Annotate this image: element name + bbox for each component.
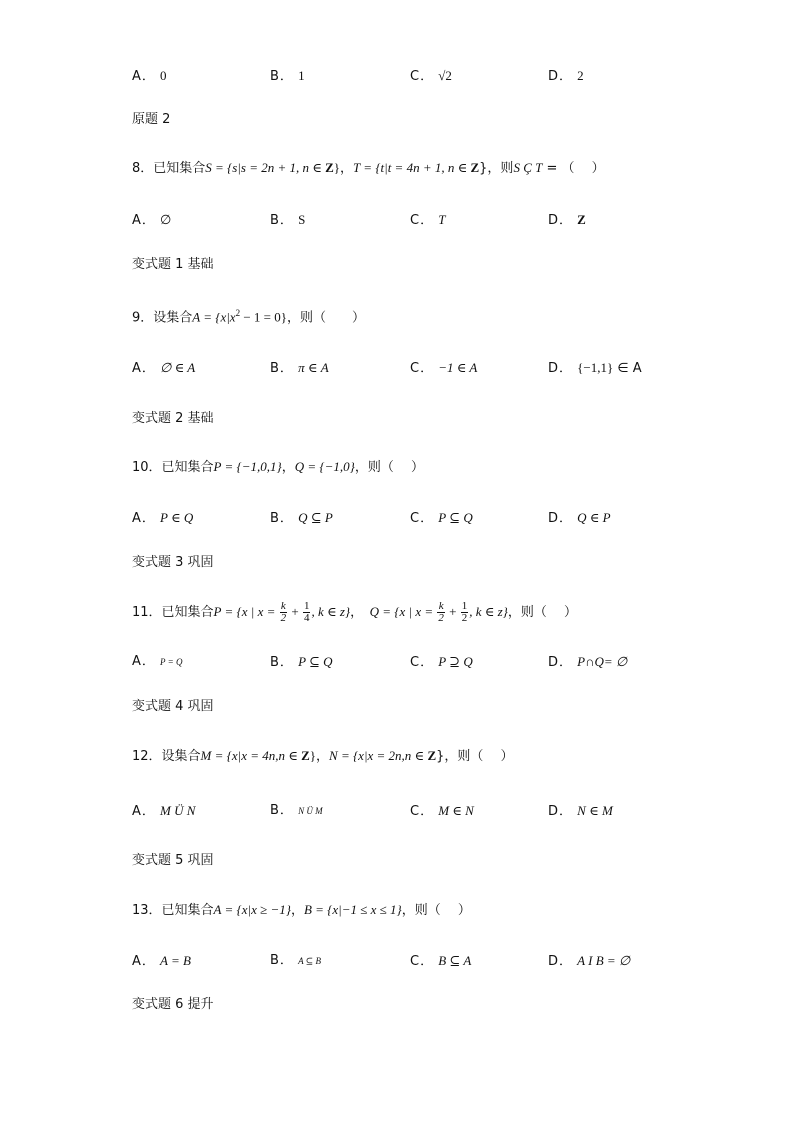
option-d: [548, 210, 586, 231]
set-q-rest: , k ∈ z}: [469, 604, 508, 619]
set-a-rest: − 1 = 0}: [240, 309, 287, 325]
question-12: [132, 746, 514, 767]
numerator: k: [438, 600, 444, 612]
option-b-label: B．: [270, 69, 294, 84]
question-number: 13．已知集合: [132, 903, 214, 918]
option-d: [548, 358, 642, 379]
option-a-label: A．: [132, 361, 156, 376]
set-p-rest: , k ∈ z}: [311, 604, 351, 619]
option-a-label: A．: [132, 69, 156, 84]
fraction: [280, 601, 288, 624]
option-b-label: B．: [270, 361, 294, 376]
option-c-label: C．: [410, 655, 435, 670]
option-d-label: D．: [548, 954, 574, 969]
denominator: 4: [303, 612, 310, 624]
option-d: [548, 66, 584, 87]
option-d: [548, 508, 611, 529]
integers-symbol: Z: [427, 748, 437, 763]
exponent: 2: [235, 308, 241, 318]
option-d-value: N ∈ M: [577, 803, 613, 818]
option-d-value: Z: [577, 212, 586, 227]
section-heading: 变式题 4 巩固: [132, 699, 214, 714]
separator: }，: [333, 160, 354, 175]
option-c: [410, 358, 477, 379]
question-number: 8．已知集合: [132, 161, 206, 176]
option-b-value: π ∈ A: [298, 360, 329, 375]
option-a-value: ∅ ∈ A: [160, 360, 196, 375]
question-10: [132, 457, 424, 478]
option-b: [270, 508, 333, 529]
option-d-value: A I B = ∅: [577, 953, 631, 968]
option-d-math: {−1,1}: [577, 360, 614, 375]
option-c: [410, 951, 471, 972]
option-c-label: C．: [410, 954, 435, 969]
option-c-value: −1 ∈ A: [438, 360, 478, 375]
answer-bracket: = （ ）: [542, 161, 605, 176]
option-b: [270, 66, 305, 87]
option-c-label: C．: [410, 361, 435, 376]
option-c-value: B ⊆ A: [438, 953, 472, 968]
fraction: [461, 601, 469, 624]
option-b: [270, 951, 321, 971]
option-b-label: B．: [270, 511, 294, 526]
option-c-value: P ⊇ Q: [438, 654, 473, 669]
option-c-label: C．: [410, 69, 435, 84]
option-a: [132, 801, 195, 822]
question-number: 12．设集合: [132, 749, 201, 764]
option-b-value: 1: [298, 68, 305, 83]
set-s: S = {s|s = 2n + 1, n ∈: [205, 160, 326, 175]
option-c-label: C．: [410, 804, 435, 819]
question-9: [132, 303, 365, 328]
option-a: [132, 652, 182, 672]
fraction: [437, 601, 445, 624]
option-b-label: B．: [270, 953, 294, 968]
set-a: A = {x|x: [192, 309, 236, 325]
question-number: 10．已知集合: [132, 460, 214, 475]
option-a: [132, 66, 167, 87]
option-d-label: D．: [548, 655, 574, 670]
set-m: M = {x|x = 4n,n ∈: [200, 748, 302, 763]
fraction: [303, 601, 311, 624]
option-a-value: 0: [160, 68, 167, 83]
option-a: [132, 358, 195, 379]
option-a: [132, 951, 191, 972]
integers-symbol: Z: [301, 748, 310, 763]
section-heading: 变式题 2 基础: [132, 411, 214, 426]
option-a-value: M Ü N: [160, 803, 196, 818]
option-b: [270, 801, 323, 821]
separator: }，: [309, 748, 330, 763]
option-d-label: D．: [548, 213, 574, 228]
option-d-label: D．: [548, 69, 574, 84]
question-number: 9．设集合: [132, 310, 193, 326]
question-13: [132, 900, 471, 921]
option-d-value: ∈ A: [613, 361, 642, 376]
option-a-value: P = Q: [160, 657, 183, 667]
option-a-label: A．: [132, 804, 156, 819]
section-heading: 变式题 6 提升: [132, 997, 214, 1012]
numerator: 1: [303, 600, 310, 612]
option-b-value: N Ü M: [298, 806, 323, 816]
question-tail: ，则（ ）: [354, 460, 424, 475]
option-b-value: S: [298, 212, 306, 227]
question-tail: }，则: [479, 161, 514, 176]
section-heading: 变式题 3 巩固: [132, 555, 214, 570]
option-b-value: P ⊆ Q: [298, 654, 333, 669]
option-b-value: Q ⊆ P: [298, 510, 333, 525]
separator: ，: [281, 460, 295, 475]
section-heading: 变式题 5 巩固: [132, 853, 214, 868]
option-d: [548, 652, 627, 673]
set-b: B = {x|−1 ≤ x ≤ 1}: [303, 902, 402, 917]
option-c-value: √2: [438, 68, 452, 83]
option-c-value: T: [438, 212, 446, 227]
set-q: Q = {−1,0}: [294, 459, 355, 474]
denominator: 2: [438, 612, 444, 624]
set-t: T = {t|t = 4n + 1, n ∈: [353, 160, 471, 175]
set-a: A = {x|x ≥ −1}: [213, 902, 291, 917]
option-b: [270, 652, 333, 673]
option-d-label: D．: [548, 361, 574, 376]
question-tail: ，则（ ）: [286, 310, 365, 326]
numerator: k: [280, 600, 286, 612]
option-c: [410, 508, 473, 529]
option-c: [410, 66, 452, 87]
denominator: 2: [280, 612, 287, 624]
option-b-label: B．: [270, 803, 294, 818]
option-c-value: P ⊆ Q: [438, 510, 473, 525]
option-a-value: ∅: [160, 212, 172, 227]
question-11: [132, 598, 577, 627]
option-d-label: D．: [548, 804, 574, 819]
option-d-value: Q ∈ P: [577, 510, 611, 525]
option-b-label: B．: [270, 213, 294, 228]
option-a-label: A．: [132, 954, 156, 969]
option-d-value: 2: [577, 68, 584, 83]
option-a: [132, 210, 171, 231]
expression: S Ç T: [513, 160, 543, 175]
option-d-label: D．: [548, 511, 574, 526]
option-a-label: A．: [132, 213, 156, 228]
separator: ，: [290, 903, 304, 918]
numerator: 1: [461, 600, 468, 612]
option-b-value: A ⊆ B: [298, 956, 321, 966]
option-b: [270, 358, 329, 379]
option-b: [270, 210, 305, 231]
option-a-value: P ∈ Q: [160, 510, 194, 525]
set-n: N = {x|x = 2n,n ∈: [329, 748, 428, 763]
set-q: Q = {x | x =: [369, 604, 437, 619]
option-c: [410, 210, 445, 231]
option-c: [410, 652, 473, 673]
section-heading: 原题 2: [132, 112, 171, 127]
option-a-label: A．: [132, 511, 156, 526]
question-tail: ，则（ ）: [507, 605, 578, 620]
option-c-label: C．: [410, 213, 435, 228]
plus: +: [288, 604, 302, 619]
denominator: 2: [461, 612, 468, 624]
option-a: [132, 508, 193, 529]
question-tail: ，则（ ）: [401, 903, 471, 918]
option-b-label: B．: [270, 655, 294, 670]
question-8: [132, 158, 605, 179]
option-d: [548, 801, 613, 822]
integers-symbol: Z: [470, 160, 480, 175]
question-tail: }，则（ ）: [436, 749, 514, 764]
set-p: P = {−1,0,1}: [213, 459, 282, 474]
option-d-value: P∩Q= ∅: [577, 654, 628, 669]
plus: +: [445, 604, 460, 619]
option-c: [410, 801, 474, 822]
option-d: [548, 951, 630, 972]
section-heading: 变式题 1 基础: [132, 257, 214, 272]
option-a-value: A = B: [160, 953, 191, 968]
option-c-value: M ∈ N: [438, 803, 474, 818]
option-c-label: C．: [410, 511, 435, 526]
question-number: 11．已知集合: [132, 605, 214, 620]
option-a-label: A．: [132, 654, 156, 669]
separator: ，: [350, 605, 370, 620]
set-p: P = {x | x =: [213, 604, 279, 619]
integers-symbol: Z: [325, 160, 334, 175]
